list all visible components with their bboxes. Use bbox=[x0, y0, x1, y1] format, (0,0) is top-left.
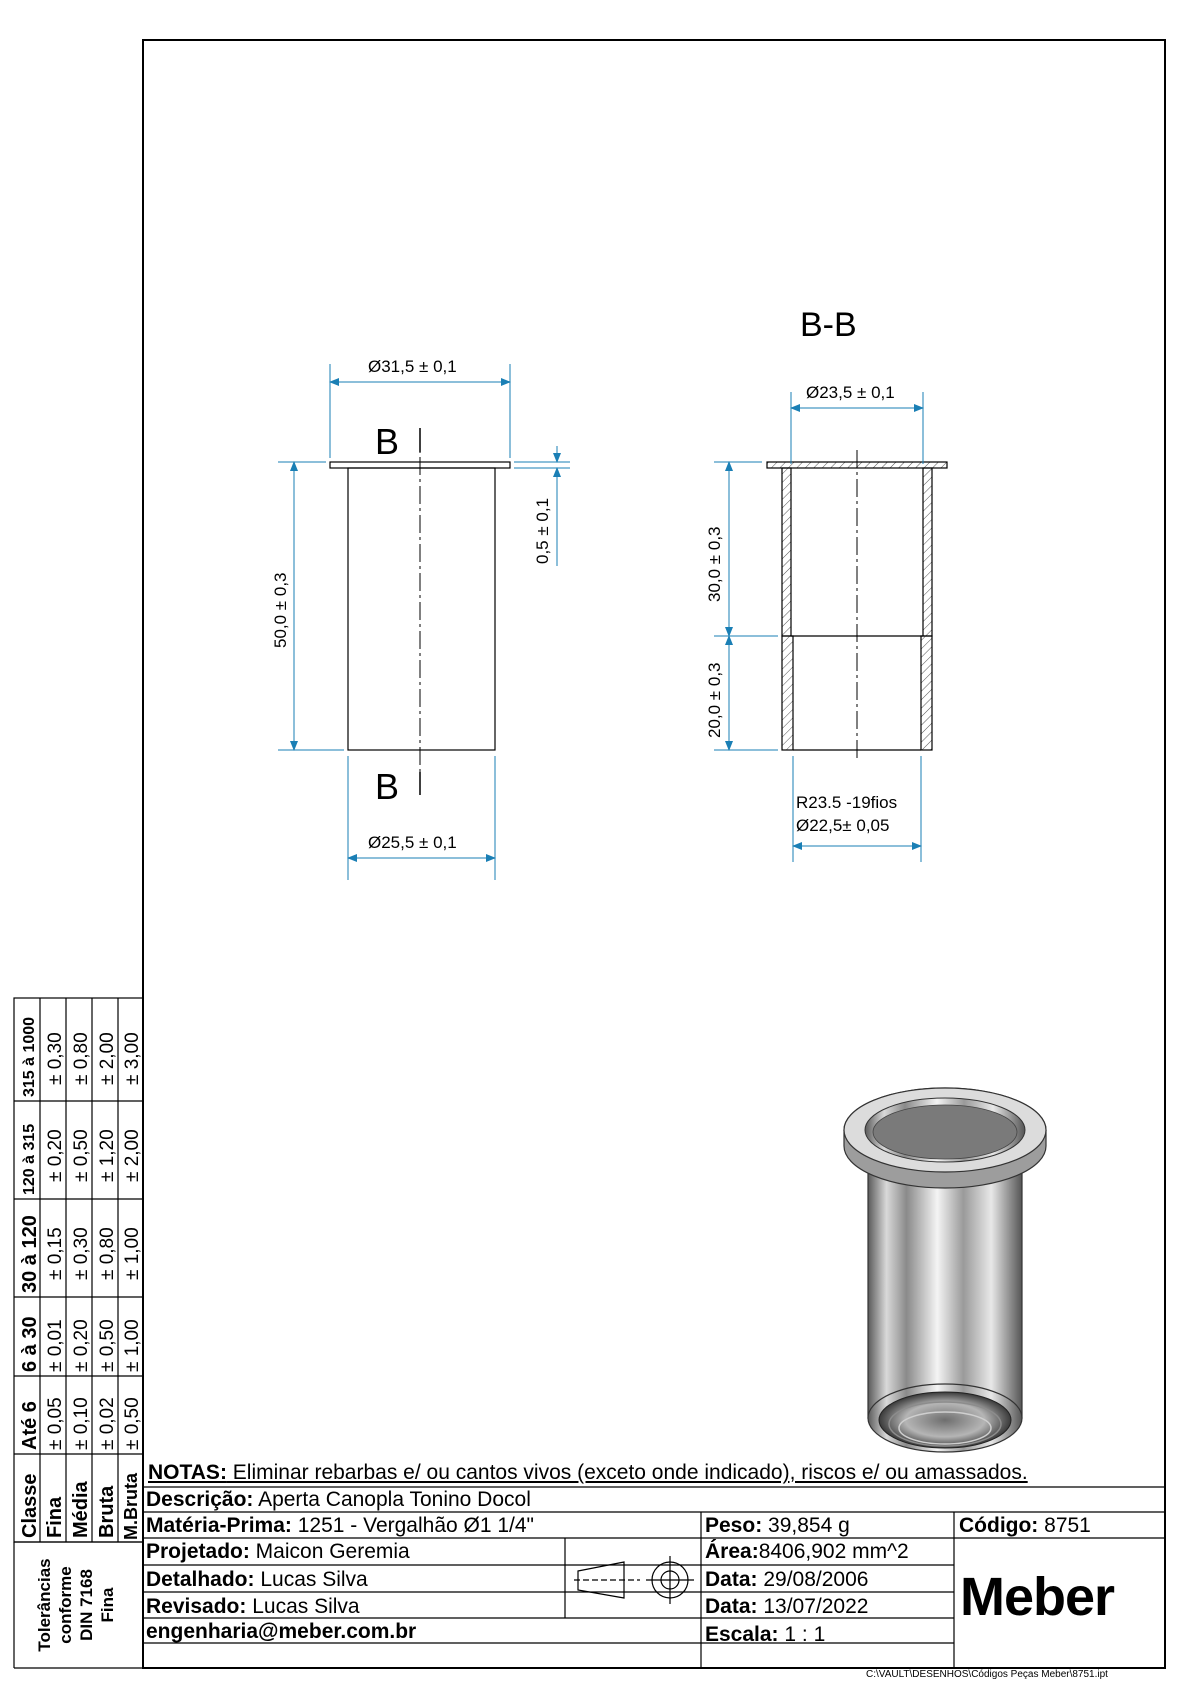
tolerance-value: ± 3,00 bbox=[122, 1032, 143, 1085]
tolerance-header-6a30: 6 à 30 bbox=[19, 1316, 41, 1372]
data-criacao-label: Data: bbox=[705, 1568, 758, 1591]
tolerance-value: ± 0,05 bbox=[45, 1397, 66, 1450]
data-criacao-value: 29/08/2006 bbox=[757, 1568, 869, 1591]
tolerance-value: ± 0,50 bbox=[97, 1319, 118, 1372]
front-dim-height: 50,0 ± 0,3 bbox=[271, 572, 290, 648]
section-dim-top: Ø23,5 ± 0,1 bbox=[806, 383, 895, 402]
peso-value: 39,854 g bbox=[762, 1514, 850, 1537]
peso-row bbox=[705, 1514, 850, 1538]
front-dim-flange: 0,5 ± 0,1 bbox=[533, 497, 552, 564]
data-revisao-label: Data: bbox=[705, 1595, 758, 1618]
meber-logo: Meber bbox=[960, 1567, 1115, 1627]
area-row bbox=[705, 1540, 909, 1564]
front-dimensions bbox=[278, 364, 570, 880]
area-label: Área: bbox=[705, 1540, 759, 1563]
isometric-render bbox=[844, 1088, 1046, 1452]
notes-text: Eliminar rebarbas e/ ou cantos vivos (exceto onde indicado), riscos e/ ou amassados. bbox=[226, 1461, 1028, 1484]
codigo-row bbox=[959, 1514, 1091, 1538]
notes-label: NOTAS: bbox=[148, 1461, 227, 1484]
tolerance-class-fina: Fina bbox=[44, 1496, 66, 1538]
data-criacao-row bbox=[705, 1568, 868, 1592]
conformity-line: conforme bbox=[56, 1566, 75, 1644]
section-title: B-B bbox=[800, 306, 857, 344]
conformity-line: DIN 7168 bbox=[77, 1569, 96, 1641]
section-dim-bottom: Ø22,5± 0,05 bbox=[796, 816, 890, 835]
tolerance-value: ± 1,00 bbox=[122, 1319, 143, 1372]
escala-row bbox=[705, 1623, 825, 1647]
tolerance-value: ± 1,00 bbox=[122, 1227, 143, 1280]
detalhado-row bbox=[146, 1568, 368, 1592]
revisado-value: Lucas Silva bbox=[246, 1595, 360, 1618]
tolerance-header-ate6: Até 6 bbox=[19, 1401, 41, 1450]
detalhado-value: Lucas Silva bbox=[254, 1568, 368, 1591]
tolerance-value: ± 0,30 bbox=[71, 1227, 92, 1280]
materia-value: 1251 - Vergalhão Ø1 1/4" bbox=[291, 1514, 535, 1537]
section-view bbox=[767, 450, 947, 762]
materia-row bbox=[146, 1514, 534, 1538]
tolerance-header-classe: Classe bbox=[19, 1473, 41, 1538]
section-marker-bottom: B bbox=[375, 766, 400, 807]
tolerance-value: ± 0,01 bbox=[45, 1319, 66, 1372]
tolerance-value: ± 0,15 bbox=[45, 1227, 66, 1280]
tolerance-value: ± 2,00 bbox=[97, 1032, 118, 1085]
tolerance-header-120a315: 120 à 315 bbox=[21, 1123, 38, 1195]
descricao-label: Descrição: bbox=[146, 1488, 254, 1511]
projetado-value: Maicon Geremia bbox=[249, 1540, 410, 1563]
tolerance-value: ± 0,20 bbox=[71, 1319, 92, 1372]
descricao-row bbox=[146, 1488, 531, 1512]
materia-label: Matéria-Prima: bbox=[146, 1514, 292, 1537]
codigo-value: 8751 bbox=[1038, 1514, 1091, 1537]
tolerance-value: ± 0,10 bbox=[71, 1397, 92, 1450]
tolerance-value: ± 1,20 bbox=[97, 1129, 118, 1182]
tolerance-class-mbruta: M.Bruta bbox=[121, 1473, 141, 1540]
revisado-label: Revisado: bbox=[146, 1595, 247, 1618]
section-marker-top: B bbox=[375, 421, 400, 462]
front-dim-bottom: Ø25,5 ± 0,1 bbox=[368, 833, 457, 852]
section-dim-upper: 30,0 ± 0,3 bbox=[705, 526, 724, 602]
projetado-label: Projetado: bbox=[146, 1540, 250, 1563]
tolerance-value: ± 0,20 bbox=[45, 1129, 66, 1182]
section-thread-note: R23.5 -19fios bbox=[796, 793, 898, 812]
engineering-email[interactable]: engenharia@meber.com.br bbox=[146, 1620, 417, 1643]
front-dim-top: Ø31,5 ± 0,1 bbox=[368, 357, 457, 376]
peso-label: Peso: bbox=[705, 1514, 763, 1537]
projection-symbol-icon bbox=[574, 1556, 694, 1604]
front-view bbox=[330, 428, 510, 795]
codigo-label: Código: bbox=[959, 1514, 1039, 1537]
escala-label: Escala: bbox=[705, 1623, 779, 1646]
escala-value: 1 : 1 bbox=[778, 1623, 826, 1646]
tolerance-header-30a120: 30 à 120 bbox=[19, 1215, 41, 1293]
data-revisao-row bbox=[705, 1595, 868, 1619]
tolerance-value: ± 0,30 bbox=[45, 1032, 66, 1085]
conformity-line: Tolerâncias bbox=[35, 1558, 54, 1652]
tolerance-value: ± 2,00 bbox=[122, 1129, 143, 1182]
tolerance-class-media: Média bbox=[70, 1481, 92, 1538]
section-dim-lower: 20,0 ± 0,3 bbox=[705, 662, 724, 738]
descricao-value: Aperta Canopla Tonino Docol bbox=[253, 1488, 531, 1511]
area-value: 8406,902 mm^2 bbox=[758, 1540, 909, 1563]
detalhado-label: Detalhado: bbox=[146, 1568, 255, 1591]
tolerance-header-315a1000: 315 à 1000 bbox=[21, 1016, 38, 1097]
tolerance-class-bruta: Bruta bbox=[96, 1485, 118, 1538]
tolerance-value: ± 0,02 bbox=[97, 1397, 118, 1450]
tolerance-conformity-note bbox=[34, 1546, 118, 1664]
revisado-row bbox=[146, 1595, 360, 1619]
tolerance-value: ± 0,50 bbox=[122, 1397, 143, 1450]
projetado-row bbox=[146, 1540, 410, 1564]
tolerance-value: ± 0,80 bbox=[97, 1227, 118, 1280]
tolerance-value: ± 0,50 bbox=[71, 1129, 92, 1182]
notes-row bbox=[148, 1461, 1028, 1485]
file-path: C:\VAULT\DESENHOS\Códigos Peças Meber\8751.ipt bbox=[866, 1669, 1108, 1680]
front-body bbox=[348, 468, 495, 750]
tolerance-value: ± 0,80 bbox=[71, 1032, 92, 1085]
conformity-line: Fina bbox=[98, 1587, 117, 1623]
data-revisao-value: 13/07/2022 bbox=[757, 1595, 869, 1618]
